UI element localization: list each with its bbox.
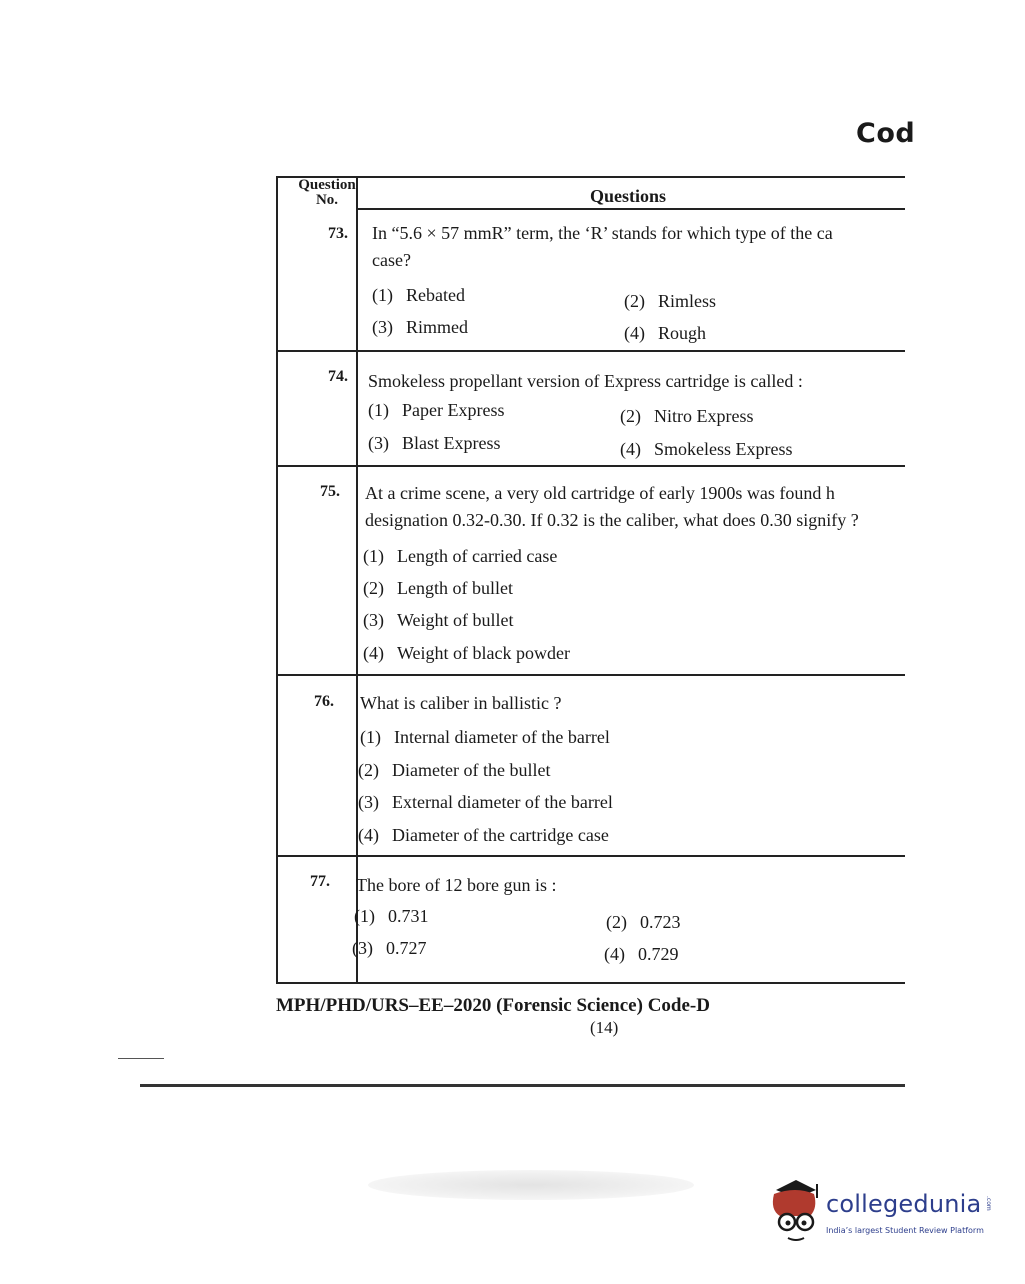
mascot-icon (766, 1176, 824, 1246)
question-text-line: case? (372, 250, 411, 270)
option-number: (4) (604, 944, 625, 964)
row-divider (278, 855, 905, 857)
question-text (368, 368, 803, 395)
option (352, 938, 427, 959)
option-text: Blast Express (402, 433, 501, 453)
option (358, 825, 609, 846)
option-text: 0.731 (388, 906, 429, 926)
option (363, 578, 513, 599)
option-number: (4) (363, 643, 384, 663)
option-text: 0.723 (640, 912, 681, 932)
option (368, 400, 504, 421)
option-number: (2) (363, 578, 384, 598)
option-number: (1) (372, 285, 393, 305)
collegedunia-logo[interactable] (766, 1176, 1006, 1246)
header-question-no-line1: Question (298, 177, 356, 193)
option-text: Rough (658, 323, 707, 343)
option-text: Rimless (658, 291, 717, 311)
logo-name: collegedunia (826, 1190, 982, 1218)
option-number: (3) (368, 433, 389, 453)
option (372, 285, 465, 306)
question-number: 77. (310, 873, 330, 890)
question-text-line: What is caliber in ballistic ? (360, 693, 562, 713)
question-text-line: designation 0.32-0.30. If 0.32 is the caliber, what does 0.30 signify ? (365, 510, 859, 530)
option (372, 317, 468, 338)
option-text: Diameter of the cartridge case (392, 825, 609, 845)
question-text (360, 690, 561, 717)
option-text: Weight of black powder (397, 643, 570, 663)
option-number: (1) (360, 727, 381, 747)
question-number: 76. (314, 693, 334, 710)
question-text (365, 480, 859, 534)
option-text: Paper Express (402, 400, 505, 420)
logo-tagline: India’s largest Student Review Platform (826, 1226, 984, 1235)
option (358, 760, 550, 781)
question-number: 74. (328, 368, 348, 385)
option-text: 0.729 (638, 944, 679, 964)
question-table (276, 176, 905, 984)
option (363, 610, 514, 631)
question-text (356, 872, 556, 899)
column-divider (356, 178, 358, 982)
scan-smudge (368, 1170, 694, 1200)
option-text: Rimmed (406, 317, 468, 337)
option (360, 727, 610, 748)
header-question-no-line2: No. (315, 192, 339, 208)
option-number: (2) (620, 406, 641, 426)
option-number: (4) (620, 439, 641, 459)
question-text-line: The bore of 12 bore gun is : (356, 875, 557, 895)
option-number: (2) (606, 912, 627, 932)
question-text-line: Smokeless propellant version of Express cartridge is called : (368, 371, 803, 391)
option-text: Diameter of the bullet (392, 760, 551, 780)
option (604, 944, 679, 965)
option-number: (3) (358, 792, 379, 812)
option (363, 643, 570, 664)
option-number: (2) (358, 760, 379, 780)
option-text: Smokeless Express (654, 439, 793, 459)
option (368, 433, 501, 454)
option-number: (2) (624, 291, 645, 311)
header-questions: Questions (589, 186, 667, 206)
page-code: Cod (856, 118, 916, 149)
option (620, 406, 753, 427)
question-text (372, 220, 833, 274)
scan-artifact-line (118, 1058, 164, 1059)
option-number: (1) (354, 906, 375, 926)
option-text: Length of carried case (397, 546, 558, 566)
option-text: External diameter of the barrel (392, 792, 613, 812)
option (363, 546, 557, 567)
option-text: Length of bullet (397, 578, 513, 598)
row-divider (278, 350, 905, 352)
option-number: (3) (352, 938, 373, 958)
option (620, 439, 793, 460)
option-number: (1) (368, 400, 389, 420)
question-text-line: In “5.6 × 57 mmR” term, the ‘R’ stands for which type of the ca (372, 223, 833, 243)
scan-artifact-line (140, 1084, 905, 1087)
option-text: Weight of bullet (397, 610, 514, 630)
option (358, 792, 613, 813)
row-divider (278, 465, 905, 467)
option-number: (4) (358, 825, 379, 845)
option-text: Rebated (406, 285, 465, 305)
page-number: (14) (590, 1018, 619, 1037)
option (624, 323, 706, 344)
option (606, 912, 681, 933)
option-text: Nitro Express (654, 406, 754, 426)
option-text: 0.727 (386, 938, 427, 958)
option-text: Internal diameter of the barrel (394, 727, 610, 747)
option-number: (1) (363, 546, 384, 566)
question-number: 73. (328, 225, 348, 242)
header-question-no (296, 178, 358, 208)
question-number: 75. (320, 483, 340, 500)
option (354, 906, 429, 927)
option-number: (4) (624, 323, 645, 343)
question-text-line: At a crime scene, a very old cartridge of early 1900s was found h (365, 483, 835, 503)
option (624, 291, 716, 312)
row-divider (278, 674, 905, 676)
option-number: (3) (372, 317, 393, 337)
header-divider (358, 208, 905, 210)
option-number: (3) (363, 610, 384, 630)
logo-dotcom: .com (985, 1196, 992, 1211)
exam-code-footer: MPH/PHD/URS–EE–2020 (Forensic Science) Code-D (276, 995, 710, 1016)
